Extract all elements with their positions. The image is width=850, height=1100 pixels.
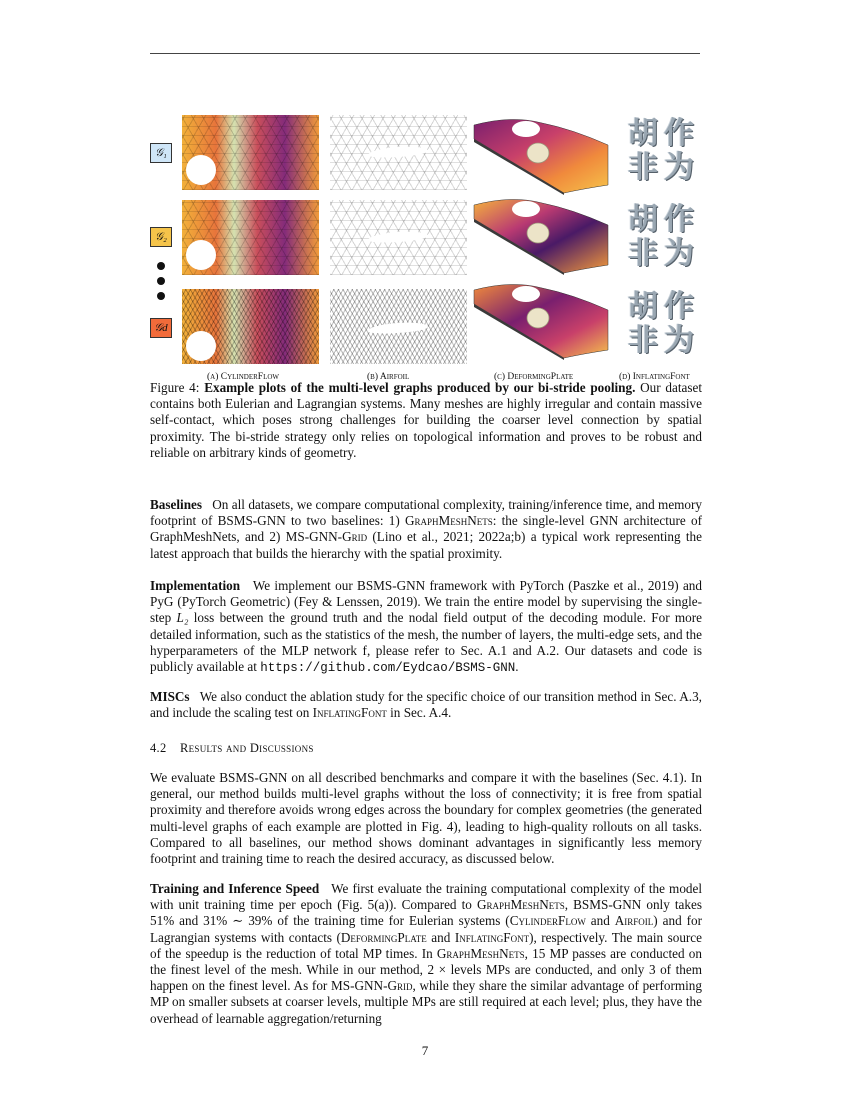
airfoil-term: Airfoil xyxy=(614,913,654,929)
font-glyph: 作 xyxy=(664,290,694,324)
section-number: 4.2 xyxy=(150,741,167,755)
font-glyph: 胡 xyxy=(628,290,658,324)
ellipsis-dot xyxy=(157,262,165,270)
ellipsis-dot xyxy=(157,292,165,300)
training-text: , 15 MP passes are conducted on the finest level of the mesh. While in our method, 2 × levels MPs are conducted, and only 3 of them happen on the finest level. As for MS-GNN- xyxy=(150,945,702,994)
section-heading xyxy=(150,741,314,756)
level-badge-g1: 𝒢₁ xyxy=(150,143,172,163)
level-badge-g2: 𝒢₂ xyxy=(150,227,172,247)
figure-caption xyxy=(150,380,702,461)
training-text: ), respectively. The main source of the speedup is the reduction of total MP times. In xyxy=(150,929,703,961)
training-text: and xyxy=(426,929,455,945)
training-heading: Training and Inference Speed xyxy=(150,881,320,896)
ellipsis-dot xyxy=(157,277,165,285)
graphmeshnets-term: GraphMeshNets xyxy=(404,513,493,529)
header-rule xyxy=(150,53,700,54)
graphmeshnets-term: GraphMeshNets xyxy=(476,897,565,913)
training-text: ) and for Lagrangian systems with contacts ( xyxy=(150,913,702,945)
subcaption-b: (b) Airfoil xyxy=(367,372,410,382)
implementation-text: . xyxy=(515,659,519,675)
cylinder-hole xyxy=(186,331,216,361)
page-number: 7 xyxy=(421,1043,429,1058)
training-paragraph xyxy=(150,881,702,1027)
font-glyph: 非 xyxy=(628,323,658,358)
airfoil-shape xyxy=(368,321,429,335)
font-glyph: 非 xyxy=(628,236,658,271)
caption-body: Our dataset contains both Eulerian and Lagrangian systems. Many meshes are highly irregular and contain massive self-contact, which poses strong challenges for building the coarser level connection by spatial proximity. The bi-stride strategy only relies on topological information and proves to be robust and reliable on arbitrary kinds of geometry. xyxy=(150,380,703,460)
font-glyph: 作 xyxy=(664,116,694,151)
font-glyph: 为 xyxy=(664,236,694,271)
font-glyph: 非 xyxy=(628,150,658,185)
training-text: , while they share the similar advantage of performing MP on smaller subsets at coarser levels, multiple MPs are still required at each level; plus, they have the overhead of learnable aggregation/returning xyxy=(150,978,702,1026)
graphmeshnets-term: GraphMeshNets xyxy=(436,945,525,961)
deformingplate-level-d xyxy=(472,280,612,360)
cylinder-hole xyxy=(186,240,216,270)
baselines-text: (Lino et al., 2021; 2022a;b) a typical work representing the latest approach that builds the hierarchy with the spatial proximity. xyxy=(150,529,702,561)
subcaption-d: (d) InflatingFont xyxy=(619,372,690,382)
l2-symbol: L₂ xyxy=(176,610,189,626)
cylinder-hole xyxy=(186,155,216,185)
subcaption-c: (c) DeformingPlate xyxy=(494,372,574,382)
miscs-text: We also conduct the ablation study for the specific choice of our transition method in Sec. A.3, and include the scaling test on xyxy=(150,689,702,721)
section-title: Results and Discussions xyxy=(179,741,314,755)
training-text: and xyxy=(585,913,615,929)
font-glyph: 为 xyxy=(664,323,694,358)
repo-link[interactable]: https://github.com/Eydcao/BSMS-GNN xyxy=(260,661,516,676)
font-glyph: 胡 xyxy=(628,203,658,237)
baselines-heading: Baselines xyxy=(150,497,203,512)
implementation-text: We implement our BSMS-GNN framework with PyTorch (Paszke et al., 2019) and PyG (PyTorch Geometric) (Fey & Lenssen, 2019). We train the entire model by supervising the single-step xyxy=(150,578,702,626)
baselines-text: On all datasets, we compare computational complexity, training/inference time, and memory footprint of BSMS-GNN to two baselines: 1) xyxy=(150,497,703,529)
results-paragraph: We evaluate BSMS-GNN on all described benchmarks and compare it with the baselines (Sec. 4.1). In general, our method builds multi-level graphs without the loss of connectivity; it is free from spatial proximity and therefore avoids wrong edges across the boundary for complex geometries (the generated multi-level graphs of each example are plotted in Fig. 4), leading to high-quality rollouts on all tasks. Compared to all baselines, our method shows dominant advantages in significantly less memory footprint and training time to reach the desired accuracy, as discussed below. xyxy=(150,770,702,867)
grid-term: Grid xyxy=(387,978,413,994)
deformingplate-level-1 xyxy=(472,115,612,195)
deformingplate-level-2 xyxy=(472,195,612,275)
cylinderflow-level-1 xyxy=(182,115,319,190)
caption-bold: Example plots of the multi-level graphs produced by our bi-stride pooling. xyxy=(204,380,636,395)
grid-term: Grid xyxy=(342,529,368,545)
airfoil-level-2 xyxy=(330,200,467,275)
caption-label: Figure 4: xyxy=(150,380,200,395)
font-glyph: 作 xyxy=(664,203,694,237)
inflatingfont-level-d xyxy=(626,290,700,365)
training-text: We first evaluate the training computational complexity of the model with unit training time per epoch (Fig. 5(a)). Compared to xyxy=(150,881,703,913)
level-badge-gd: 𝒢d xyxy=(150,318,172,338)
font-glyph: 为 xyxy=(664,150,694,185)
cylinderflow-level-2 xyxy=(182,200,319,275)
baselines-paragraph xyxy=(150,497,702,562)
miscs-heading: MISCs xyxy=(150,689,190,704)
font-glyph: 胡 xyxy=(628,116,658,151)
inflatingfont-level-2 xyxy=(626,203,700,278)
baselines-text: : the single-level GNN architecture of GraphMeshNets, and 2) MS-GNN- xyxy=(150,513,702,545)
airfoil-level-1 xyxy=(330,115,467,190)
inflatingfont-level-1 xyxy=(626,115,700,190)
implementation-text: loss between the ground truth and the nodal field output of the decoding module. For more detailed information, such as the statistics of the mesh, the number of layers, the multi-edge sets, and the hyperparameters of the MLP network f, please refer to Sec. A.1 and A.2. Our datasets and code is publicly available at xyxy=(150,610,703,675)
inflatingfont-term: InflatingFont xyxy=(454,929,530,945)
inflatingfont-term: InflatingFont xyxy=(312,705,387,721)
miscs-paragraph xyxy=(150,689,702,721)
airfoil-shape xyxy=(368,230,429,244)
deformingplate-term: DeformingPlate xyxy=(340,929,427,945)
miscs-text: in Sec. A.4. xyxy=(386,705,452,721)
implementation-paragraph xyxy=(150,578,702,676)
implementation-heading: Implementation xyxy=(150,578,241,593)
training-text: , BSMS-GNN only takes 51% and 31% ∼ 39% of the training time for Eulerian systems ( xyxy=(150,897,702,929)
cylinderflow-level-d xyxy=(182,289,319,364)
cylinderflow-term: CylinderFlow xyxy=(509,913,586,929)
airfoil-shape xyxy=(368,145,429,159)
airfoil-level-d xyxy=(330,289,467,364)
figure-4 xyxy=(150,115,700,365)
subcaption-a: (a) CylinderFlow xyxy=(207,372,280,382)
